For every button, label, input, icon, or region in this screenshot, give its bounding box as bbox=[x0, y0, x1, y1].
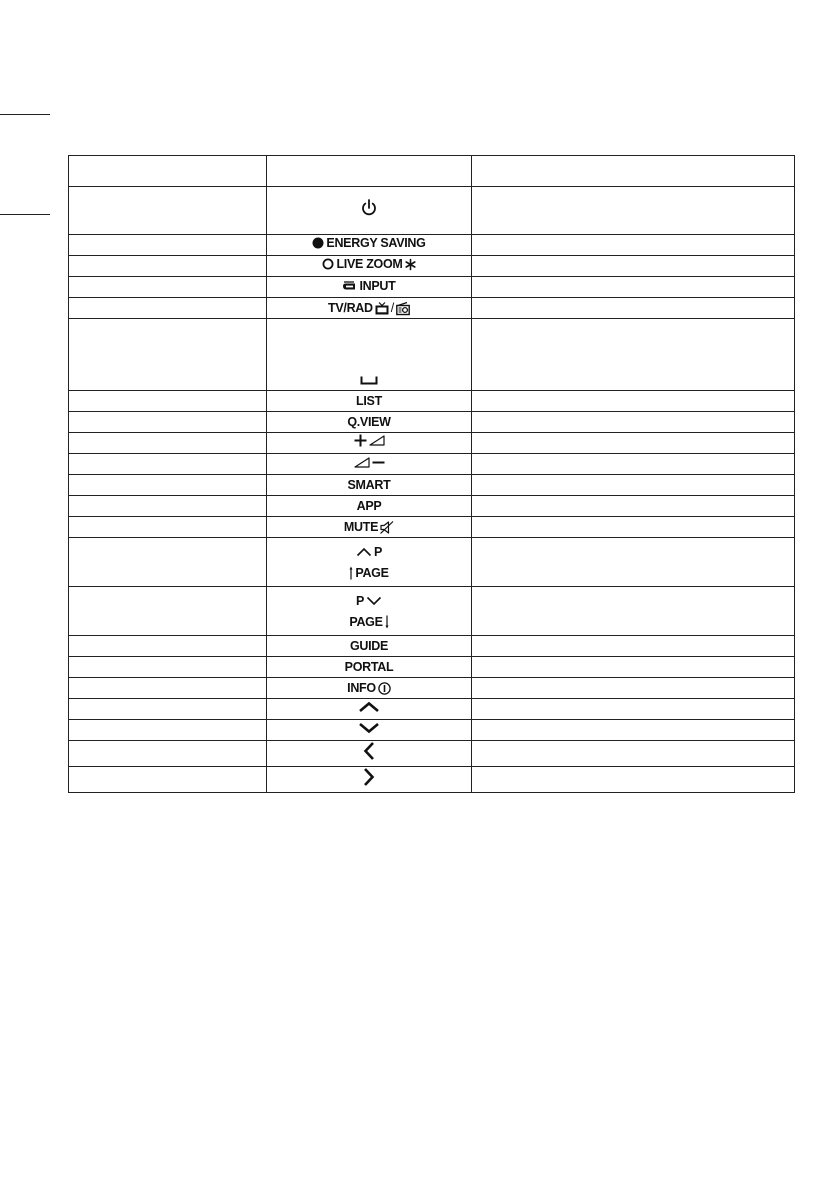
chevron-down-icon bbox=[366, 596, 382, 606]
smart-key: SMART bbox=[347, 478, 391, 492]
chevron-up-icon bbox=[356, 547, 372, 557]
power-icon bbox=[361, 199, 377, 217]
table-row bbox=[69, 636, 795, 657]
header-cell bbox=[69, 156, 267, 187]
table-row bbox=[69, 699, 795, 720]
program-down-key bbox=[267, 594, 471, 629]
table-row bbox=[69, 319, 795, 391]
table-row bbox=[69, 187, 795, 235]
table-row bbox=[69, 496, 795, 517]
minus-icon bbox=[372, 456, 385, 469]
table-row bbox=[69, 235, 795, 256]
program-label: P bbox=[373, 544, 383, 559]
program-up-key bbox=[267, 545, 471, 580]
table-row bbox=[69, 587, 795, 636]
energy-saving-dot-icon bbox=[312, 237, 324, 249]
info-label: INFO bbox=[347, 681, 376, 695]
info-key bbox=[347, 681, 391, 695]
live-zoom-key bbox=[322, 257, 415, 271]
power-key bbox=[361, 199, 377, 217]
tv-rad-label: TV/RAD bbox=[328, 301, 373, 315]
energy-saving-label: ENERGY SAVING bbox=[326, 236, 426, 250]
energy-saving-key bbox=[312, 236, 425, 250]
volume-down-key bbox=[354, 456, 385, 469]
mute-speaker-icon bbox=[380, 521, 394, 534]
volume-icon bbox=[369, 435, 385, 446]
info-circle-icon bbox=[378, 682, 391, 695]
input-label: INPUT bbox=[359, 278, 396, 293]
app-key: APP bbox=[356, 499, 382, 513]
remote-key-table bbox=[68, 155, 795, 793]
table-row bbox=[69, 475, 795, 496]
margin-rule-bottom bbox=[0, 214, 50, 215]
header-cell bbox=[267, 156, 472, 187]
space-bar-icon bbox=[360, 376, 378, 385]
asterisk-icon bbox=[405, 259, 416, 270]
page-label: PAGE bbox=[349, 614, 383, 629]
q-view-key: Q.VIEW bbox=[347, 415, 391, 429]
table-row bbox=[69, 454, 795, 475]
plus-icon bbox=[354, 434, 367, 447]
chevron-left-icon bbox=[363, 741, 375, 761]
list-key: LIST bbox=[356, 394, 382, 408]
chevron-up-icon bbox=[358, 701, 380, 713]
table-row bbox=[69, 517, 795, 538]
tv-rad-key: TV/RAD / bbox=[328, 301, 410, 315]
volume-icon bbox=[354, 457, 370, 468]
magnifier-icon bbox=[322, 258, 334, 270]
guide-key: GUIDE bbox=[349, 639, 389, 653]
page-label: PAGE bbox=[355, 565, 389, 580]
table-row bbox=[69, 433, 795, 454]
live-zoom-label: LIVE ZOOM bbox=[336, 257, 403, 271]
page-up-marker-icon bbox=[349, 566, 353, 580]
table-row bbox=[69, 412, 795, 433]
header-cell bbox=[472, 156, 795, 187]
table-row bbox=[69, 741, 795, 767]
radio-icon bbox=[396, 302, 410, 315]
margin-rule-top bbox=[0, 114, 50, 115]
table-header bbox=[69, 156, 795, 187]
tv-icon bbox=[375, 302, 389, 315]
page-down-marker-icon bbox=[385, 615, 389, 629]
portal-key: PORTAL bbox=[344, 660, 394, 674]
program-label: P bbox=[355, 593, 365, 608]
table-row bbox=[69, 256, 795, 277]
volume-up-key bbox=[354, 434, 385, 447]
table-row bbox=[69, 391, 795, 412]
table-row bbox=[69, 657, 795, 678]
mute-label: MUTE bbox=[343, 520, 379, 534]
table-row bbox=[69, 767, 795, 793]
table-row bbox=[69, 277, 795, 298]
table-row bbox=[69, 720, 795, 741]
space-key bbox=[360, 376, 378, 385]
chevron-down-icon bbox=[358, 722, 380, 734]
input-key bbox=[342, 279, 395, 293]
table-row bbox=[69, 538, 795, 587]
chevron-right-icon bbox=[363, 767, 375, 787]
table-row bbox=[69, 678, 795, 699]
input-icon bbox=[342, 280, 357, 291]
table-row bbox=[69, 298, 795, 319]
mute-key bbox=[344, 520, 394, 534]
